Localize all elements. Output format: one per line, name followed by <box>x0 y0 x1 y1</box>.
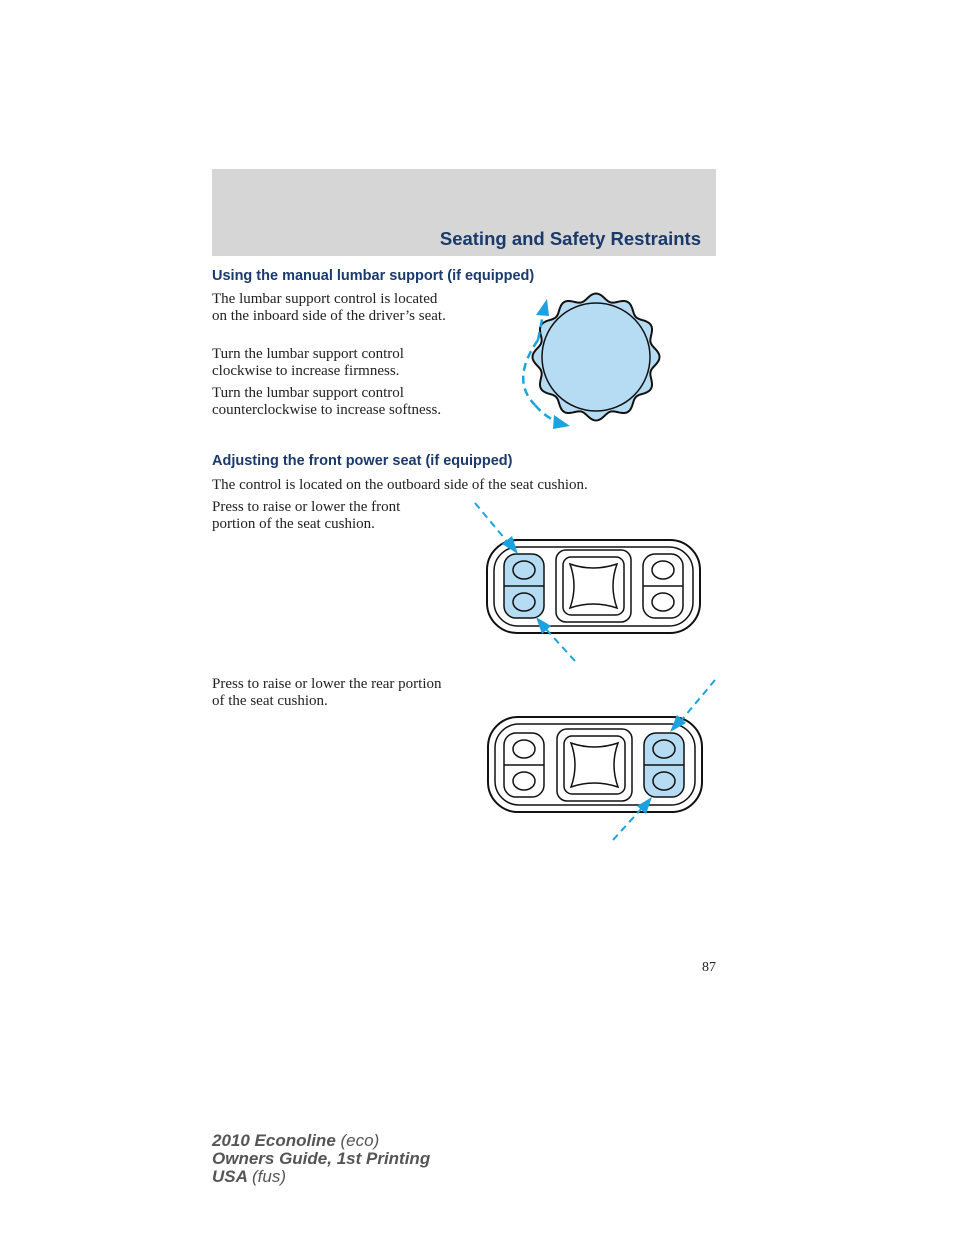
power-seat-intro: The control is located on the outboard side of the seat cushion. <box>212 477 588 493</box>
section-header-band <box>212 169 716 256</box>
front-tilt-switch <box>504 554 544 618</box>
lumbar-knob-illustration <box>500 285 670 435</box>
footer-market-code: (fus) <box>252 1167 286 1186</box>
lumbar-heading: Using the manual lumbar support (if equipped) <box>212 268 535 284</box>
rear-tilt-switch <box>643 554 683 618</box>
lumbar-knob <box>533 294 660 421</box>
footer-model: 2010 Econoline <box>212 1131 336 1150</box>
front-seat-control-illustration <box>470 498 710 668</box>
page-number: 87 <box>702 960 716 975</box>
lumbar-paragraph-softness: Turn the lumbar support control counterclockwise to increase softness. <box>212 385 442 418</box>
seat-position-switch <box>557 729 632 801</box>
rear-portion-caption: Press to raise or lower the rear portion of the seat cushion. <box>212 676 442 709</box>
footer-line-market <box>212 1168 430 1186</box>
rear-seat-control-illustration <box>470 676 720 846</box>
front-tilt-switch <box>504 733 544 797</box>
power-seat-heading: Adjusting the front power seat (if equipped) <box>212 453 513 469</box>
footer-market: USA <box>212 1167 248 1186</box>
footer-edition: Owners Guide, 1st Printing <box>212 1149 431 1168</box>
front-portion-caption: Press to raise or lower the front portion of the seat cushion. <box>212 499 401 532</box>
footer-line-model <box>212 1132 430 1150</box>
seat-position-switch <box>556 550 631 622</box>
lumbar-paragraph-location: The lumbar support control is located on the inboard side of the driver’s seat. <box>212 291 446 324</box>
footer-model-code: (eco) <box>340 1131 380 1150</box>
lumbar-paragraph-firmness: Turn the lumbar support control clockwise to increase firmness. <box>212 346 404 379</box>
document-footer <box>212 1132 430 1186</box>
rear-tilt-switch <box>644 733 684 797</box>
section-title: Seating and Safety Restraints <box>439 228 701 249</box>
